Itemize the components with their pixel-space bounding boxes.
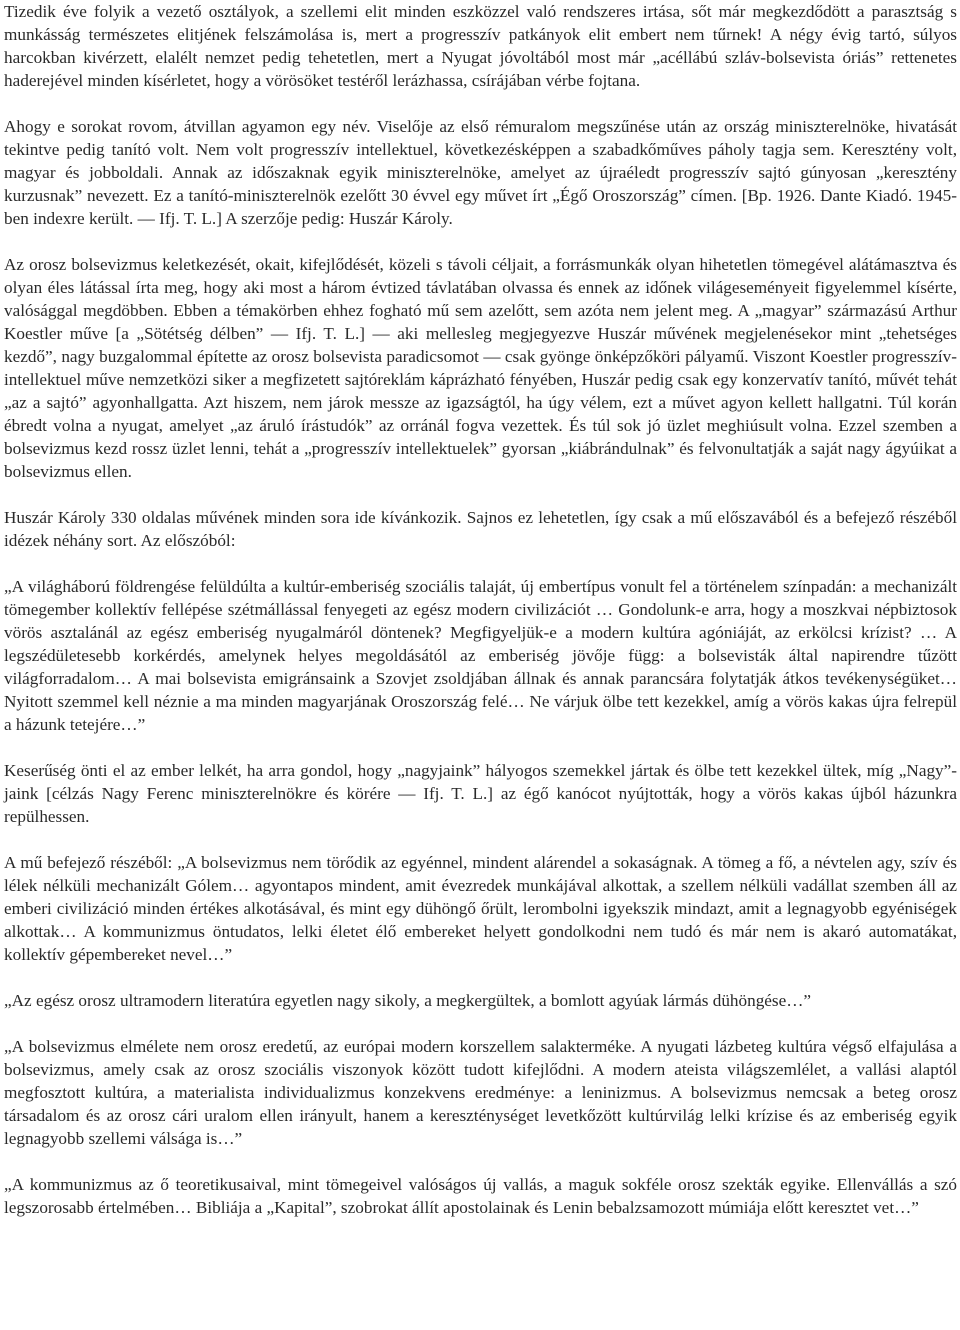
paragraph-6: A mű befejező részéből: „A bolsevizmus nem törődik az egyénnel, mindent alárendel a sokaságnak. A tömeg a fő, a névtelen agy, szív és lélek nélküli mechanizált Gólem… agyontapos mindent, amit évezredek munkájával alkottak, a szellem nélküli vadállat szemben áll az emberi civilizáció minden értékes alkotásával, és mint egy dühöngő őrült, lerombolni igyekszik mindazt, amit a legnagyobb egyéniségek alkottak… A kommunizmus öntudatos, lelki életet élő embereket helyett gondolkodni nem tudó és már nem is akaró automatákat, kollektív gépembereket nevel…” <box>4 853 957 964</box>
paragraph-4: Huszár Károly 330 oldalas művének minden sora ide kívánkozik. Sajnos ez lehetetlen, így csak a mű előszavából és a befejező részéből idézek néhány sort. Az előszóból: <box>4 508 957 550</box>
quote-paragraph-2: „Az egész orosz ultramodern literatúra egyetlen nagy sikoly, a megkergültek, a bomlott agyúak lármás dühöngése…” <box>4 991 812 1010</box>
paragraph-3: Az orosz bolsevizmus keletkezését, okait, kifejlődését, közeli s távoli céljait, a forrásmunkák olyan hihetetlen tömegével alátámasztva és olyan éles látással írta meg, hogy aki most a három évtized távlatában olvassa és ennek az időnek világeseményeit figyelemmel kísérte, valósággal megdöbben. Ebben a témakörben ehhez fogható mű sem azelőtt, sem azóta nem jelent meg. A „magyar” származású Arthur Koestler műve [a „Sötétség délben” — Ifj. T. L.] — aki mellesleg megjegyezve Huszár művének megjelenésekor mint „tehetséges kezdő”, nagy buzgalommal építette az orosz bolsevista paradicsomot — csak gyönge önképzőköri pályamű. Viszont Koestler progresszív-intellektuel műve nemzetközi siker a megfizetett sajtóreklám káprázható fényében, Huszár pedig csak egy konzervatív tanító, művét tehát „az a sajtó” agyonhallgatta. Azt hiszem, nem járok messze az igazságtól, ha úgy vélem, ezt a művet agyon kellett hallgatni. Túl korán ébredt volna a nyugat, amelyet „az áruló írástudók” az orránál fogva vezettek. És túl sok jó üzlet meghiúsult volna. Ezzel szemben a bolsevizmus kezd rossz üzlet lenni, tehát a „progresszív intellektuelek” gyorsan „kiábrándulnak” és felvonultatják a saját nagy ágyúikat a bolsevizmus ellen. <box>4 255 957 481</box>
quote-paragraph-1: „A világháború földrengése felüldúlta a kultúr-emberiség szociális talaját, új embertípus vonult fel a történelem színpadán: a mechanizált tömegember kollektív fellépése szétmállással fenyegeti az egész modern civilizációt … Gondolunk-e arra, hogy a moszkvai népbiztosok vörös asztalánál az egész emberiség nyugalmáról döntenek? Megfigyeljük-e a modern kultúra agóniáját, az erkölcsi krízist? … A legszédületesebb korkérdés, amelynek helyes megoldásától az emberiség jövője függ: a bolsevisták által napirendre tűzött világforradalom… A mai bolsevista emigránsaink a Szovjet zsoldjában állnak és annak parancsára folytatják átkos tevékenységüket… Nyitott szemmel kell néznie a ma minden magyarjának Oroszország felé… Ne várjuk ölbe tett kezekkel, amíg a vörös kakas újra felrepül a házunk tetejére…” <box>4 577 957 734</box>
document-page <box>4 0 957 1242</box>
paragraph-5: Keserűség önti el az ember lelkét, ha arra gondol, hogy „nagyjaink” hályogos szemekkel jártak és ölbe tett kezekkel ültek, míg „Nagy”-jaink [célzás Nagy Ferenc miniszterelnökre és körére — Ifj. T. L.] az égő kanócot nyújtották, hogy a vörös kakas újból házunkra repülhessen. <box>4 761 957 826</box>
paragraph-2: Ahogy e sorokat rovom, átvillan agyamon egy név. Viselője az első rémuralom megszűnése után az ország miniszterelnöke, hivatását tekintve pedig tanító volt. Nem volt progresszív intellektuel, következésképpen a szabadkőműves páholy tagja sem. Keresztény volt, magyar és jobboldali. Annak az időszaknak egyik miniszterelnöke, amelyet az újraéledt progresszív sajtó gúnyosan „keresztény kurzusnak” nevezett. Ez a tanító-miniszterelnök ezelőtt 30 évvel egy művet írt „Égő Oroszország” címen. [Bp. 1926. Dante Kiadó. 1945-ben indexre került. — Ifj. T. L.] A szerzője pedig: Huszár Károly. <box>4 117 957 228</box>
quote-paragraph-3: „A bolsevizmus elmélete nem orosz eredetű, az európai modern korszellem salakterméke. A nyugati lázbeteg kultúra végső elfajulása a bolsevizmus, amely csak az orosz szociális viszonyok között tudott kifejlődni. A modern ateista világszemlélet, a vallási alaptól megfosztott kultúra, a materialista individualizmus konzekvens eredménye: a leninizmus. A bolsevizmus nemcsak a beteg orosz társadalom és az orosz cári uralom ellen irányult, hanem a kereszténységet levetkőzött kultúrvilág lelki krízise és az emberiség egyik legnagyobb szellemi válsága is…” <box>4 1037 957 1148</box>
paragraph-1: Tizedik éve folyik a vezető osztályok, a szellemi elit minden eszközzel való rendszeres irtása, sőt már megkezdődött a parasztság s munkásság természetes elitjének felszámolása is, mert a progresszív patkányok elit embert nem tűrnek! A négy évig tartó, súlyos harcokban kivérzett, elalélt nemzet pedig tehetetlen, mert a Nyugat jóvoltából most már „acéllábú szláv-bolsevista óriás” rettenetes haderejével minden kísérletet, hogy a vörösöket testéről lerázhassa, csírájában vérbe fojtana. <box>4 2 957 90</box>
quote-paragraph-4: „A kommunizmus az ő teoretikusaival, mint tömegeivel valóságos új vallás, a maguk sokféle orosz szekták egyike. Ellenvállás a szó legszorosabb értelmében… Bibliája a „Kapital”, szobrokat állít apostolainak és Lenin bebalzsamozott múmiája előtt keresztet vet…” <box>4 1175 957 1217</box>
